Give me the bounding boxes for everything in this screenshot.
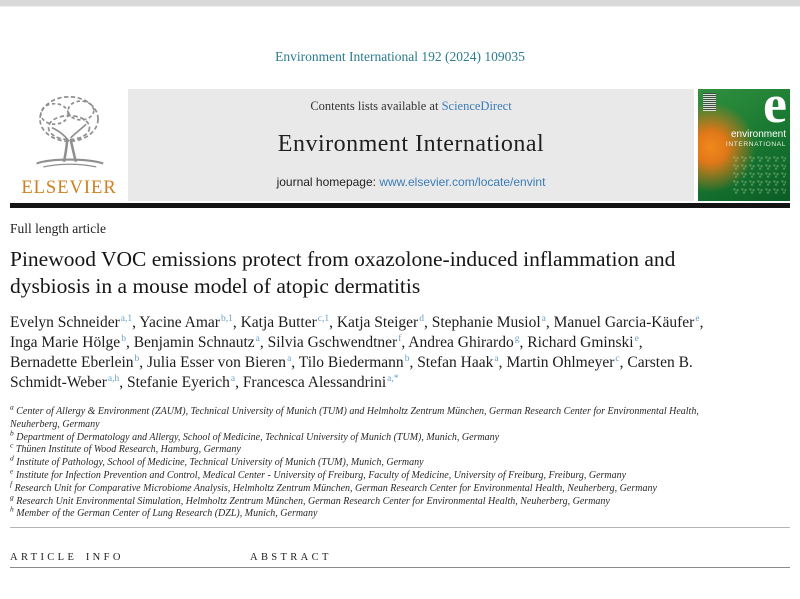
cover-name-line1: environment: [730, 129, 786, 140]
homepage-prefix: journal homepage:: [276, 175, 380, 189]
header-divider-rule: [10, 203, 790, 208]
author-affiliation-marker: b: [404, 353, 410, 364]
author-affiliation-marker: f: [398, 333, 402, 344]
affiliation-entry: $^a$ Center of Allergy & Environment (ZAUM), Technical University of Munich (TUM) and Helmholtz Zentrum München, German Research Center for Environmental Health, Neuherberg, Germany: [10, 402, 699, 430]
author-affiliation-marker: a,h: [107, 373, 120, 384]
journal-header: [10, 89, 790, 201]
headings-underline-rule: [10, 567, 790, 568]
author-name: Yacine Amar$^{b,1}$: [139, 313, 233, 331]
affiliation-entry: $^b$ Department of Dermatology and Allergy, School of Medicine, Technical University of Munich (TUM), Munich, Germany: [10, 428, 500, 443]
affiliation-marker: g: [10, 492, 14, 502]
author-affiliation-marker: b: [121, 333, 126, 344]
author-name: Carsten B. Schmidt-Weber$^{a,h}$: [10, 354, 693, 391]
affiliation-marker: c: [10, 441, 14, 451]
affiliation-marker: d: [10, 453, 14, 463]
contents-line: [310, 99, 511, 114]
author-affiliation-marker: b,1: [220, 313, 233, 324]
author-name: Manuel Garcia-Käufer$^e$: [553, 313, 700, 331]
author-affiliation-marker: a: [541, 313, 546, 324]
author-name: Benjamin Schnautz$^a$: [133, 333, 260, 351]
author-affiliation-marker: e: [695, 313, 700, 324]
author-affiliation-marker: b: [134, 353, 140, 364]
article-type-label: Full length article: [10, 221, 106, 236]
author-affiliation-marker: a: [287, 353, 292, 364]
sciencedirect-link[interactable]: ScienceDirect: [441, 99, 512, 113]
affiliation-marker: h: [10, 505, 14, 515]
affiliation-entry: $^e$ Institute for Infection Prevention and Control, Medical Center - University of Freiburg, Faculty of Medicine, University of Freiburg, Freiburg, Germany: [10, 466, 627, 481]
author-name: Francesca Alessandrini$^{a,*}$: [242, 373, 399, 391]
article-info-heading: ARTICLE INFO: [10, 552, 124, 564]
elsevier-logo[interactable]: [10, 89, 128, 201]
affiliation-marker: a: [10, 402, 14, 412]
cover-logo-letter: e: [763, 89, 787, 134]
author-affiliation-marker: e: [634, 333, 639, 344]
journal-citation: Environment International 192 (2024) 109035: [275, 49, 525, 64]
author-name: Bernadette Eberlein$^b$: [10, 353, 140, 371]
affiliation-marker: b: [10, 428, 14, 438]
author-list: Evelyn Schneider$^{a,1}$, Yacine Amar$^{b,1}$, Katja Butter$^{c,1}$, Katja Steiger$^d$, Stephanie Musiol$^a$, Manuel Garcia-Käufer$^e$, Inga Marie Hölge$^b$, Benjamin Schnautz$^a$, Silvia Gschwendtner$^f$, Andrea Ghirardo$^g$, Richard Gminski$^e$, Bernadette Eberlein$^b$, Julia Esser von Bieren$^a$, Tilo Biedermann$^b$, Stefan Haak$^a$, Martin Ohlmeyer$^c$, Carsten B. Schmidt-Weber$^{a,h}$, Stefanie Eyerich$^a$, Francesca Alessandrini$^{a,*}$: [10, 313, 704, 391]
author-affiliation-marker: c,1: [317, 313, 330, 324]
author-name: Stefanie Eyerich$^a$: [126, 373, 236, 391]
affiliation-marker: e: [10, 466, 14, 476]
window-top-strip: [0, 0, 800, 7]
affiliation-entry: $^f$ Research Unit for Comparative Microbiome Analysis, Helmholtz Zentrum München, German Research Center for Environmental Health, Neuherberg, Germany: [10, 479, 657, 494]
affiliation-entry: $^c$ Thünen Institute of Wood Research, Hamburg, Germany: [10, 441, 241, 456]
journal-cover-image[interactable]: [698, 89, 790, 201]
author-name: Martin Ohlmeyer$^c$: [506, 353, 620, 371]
author-affiliation-marker: c: [615, 353, 620, 364]
journal-banner: [128, 89, 694, 201]
author-name: Andrea Ghirardo$^g$: [408, 333, 520, 351]
author-name: Katja Steiger$^d$: [336, 313, 424, 331]
author-name: Silvia Gschwendtner$^f$: [267, 333, 402, 351]
author-affiliation-marker: d: [419, 313, 424, 324]
journal-title: Environment International: [277, 131, 545, 157]
homepage-line: [277, 175, 546, 189]
elsevier-tree-icon: [26, 90, 112, 177]
author-name: Inga Marie Hölge$^b$: [10, 333, 126, 351]
author-name: Katja Butter$^{c,1}$: [240, 313, 330, 331]
affiliation-entry: $^d$ Institute of Pathology, School of Medicine, Technical University of Munich (TUM), Munich, Germany: [10, 453, 424, 469]
homepage-link[interactable]: www.elsevier.com/locate/envint: [379, 175, 546, 189]
article-title: Pinewood VOC emissions protect from oxazolone-induced inflammation and dysbiosis in a mouse model of atopic dermatitis: [10, 247, 676, 298]
section-divider-rule: [10, 527, 790, 528]
author-name: Stephanie Musiol$^a$: [431, 313, 546, 331]
affiliation-list: [10, 402, 705, 521]
affiliation-entry: $^g$ Research Unit Environmental Simulation, Helmholtz Zentrum München, German Research Center for Environmental Health, Neuherberg, Germany: [10, 492, 610, 507]
affiliation-marker: f: [10, 479, 13, 489]
author-affiliation-marker: a: [230, 373, 236, 384]
cover-name-line2: INTERNATIONAL: [725, 141, 786, 148]
author-name: Julia Esser von Bieren$^a$: [147, 353, 292, 371]
abstract-heading: ABSTRACT: [250, 552, 332, 564]
author-affiliation-marker: a: [494, 353, 499, 364]
author-name: Tilo Biedermann$^b$: [298, 353, 410, 371]
author-affiliation-marker: g: [514, 333, 520, 344]
contents-prefix: Contents lists available at: [310, 99, 442, 113]
author-name: Richard Gminski$^e$: [527, 333, 639, 351]
author-name: Stefan Haak$^a$: [417, 353, 499, 371]
cover-barcode-icon: [703, 93, 716, 111]
author-affiliation-marker: a,1: [120, 313, 133, 324]
author-affiliation-marker: a: [255, 333, 260, 344]
cover-worldmap-decoration: [732, 155, 786, 195]
author-affiliation-marker: a,*: [387, 373, 399, 384]
author-name: Evelyn Schneider$^{a,1}$: [10, 313, 133, 331]
elsevier-wordmark: ELSEVIER: [21, 178, 117, 198]
affiliation-entry: $^h$ Member of the German Center of Lung Research (DZL), Munich, Germany: [10, 505, 318, 520]
